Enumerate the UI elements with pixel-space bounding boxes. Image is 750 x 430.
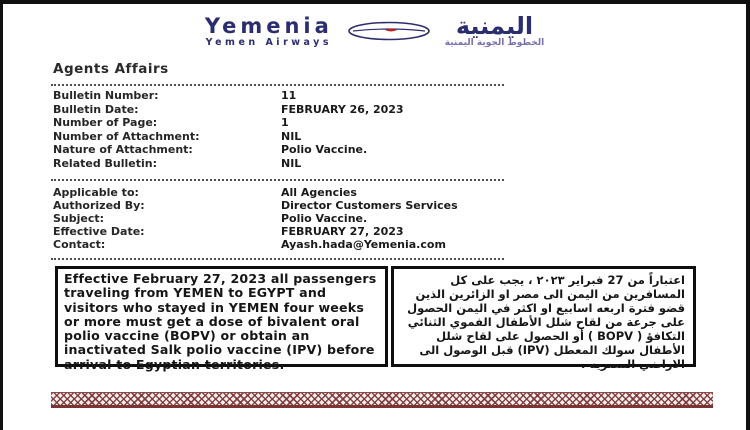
yemenia-bird-emblem-icon [347,19,431,43]
field-value: Ayash.hada@Yemenia.com [281,238,446,252]
logo-arabic-title: اليمنية [455,12,534,40]
field-label: Contact: [53,238,106,252]
field-row [53,212,458,225]
field-value: 1 [281,116,289,130]
field-value: 11 [281,89,297,102]
field-label: Subject: [53,212,105,226]
logo-arabic [445,14,544,49]
field-row [53,143,404,157]
field-value: FEBRUARY 27, 2023 [281,225,404,239]
logo-english-subtitle: Yemen Airways [205,36,332,48]
notice-box-arabic [391,266,696,371]
dotted-separator [51,258,504,260]
field-row [53,186,458,199]
field-value: NIL [281,129,302,143]
field-label: Effective Date: [53,225,145,239]
field-value: Director Customers Services [281,199,458,213]
field-value: NIL [281,156,302,170]
notice-box-english [55,266,388,372]
header-logo-row [3,14,746,49]
field-row [53,103,404,117]
decorative-footer-border [51,392,713,408]
field-label: Authorized By: [53,199,145,213]
field-row [53,116,404,130]
field-value: Polio Vaccine. [281,212,368,226]
field-row [53,238,458,251]
field-row [53,225,458,238]
dotted-separator [51,179,504,181]
field-label: Applicable to: [53,186,139,199]
field-label: Bulletin Date: [53,102,139,116]
field-label: Related Bulletin: [53,156,158,170]
notice-english-text: Effective February 27, 2023 all passengers traveling from YEMEN to EGYPT and visitors who stayed in YEMEN four weeks or more must get a dose of bivalent oral polio vaccine (BOPV) or obtain an inactivated Salk polio vaccine (IPV) before arrival to Egyptian territories. [64,271,377,372]
field-value: Polio Vaccine. [281,143,368,157]
info-fields-table [53,186,458,251]
field-value: FEBRUARY 26, 2023 [281,102,404,116]
field-label: Number of Page: [53,116,158,130]
field-label: Nature of Attachment: [53,143,193,157]
logo-english-title: Yemenia [204,13,333,38]
field-row [53,199,458,212]
page-title: Agents Affairs [53,61,169,77]
field-label: Number of Attachment: [53,129,200,143]
bulletin-fields-table [53,89,404,171]
field-row [53,130,404,144]
logo-english [205,15,333,48]
field-row [53,157,404,171]
field-label: Bulletin Number: [53,89,159,102]
field-value: All Agencies [281,186,357,199]
notice-arabic-text: اعتباراً من 27 فبراير ٢٠٢٣ ، يجب على كل المسافرين من اليمن الى مصر او الزائرين الذين قضو فترة اربعه اسابيع او اكثر في اليمن الحصول على جرعة من لقاح شلل الأطفال الفموي الثنائي التكافؤ ( BOPV ) أو الحصول على لقاح شلل الأطفال سولك المعطل (IPV) قبل الوصول الى الاراضي المصريه . [407,273,685,371]
field-row [53,89,404,103]
logo-arabic-subtitle: الخطوط الجوية اليمنية [444,38,545,49]
dotted-separator [51,84,504,86]
